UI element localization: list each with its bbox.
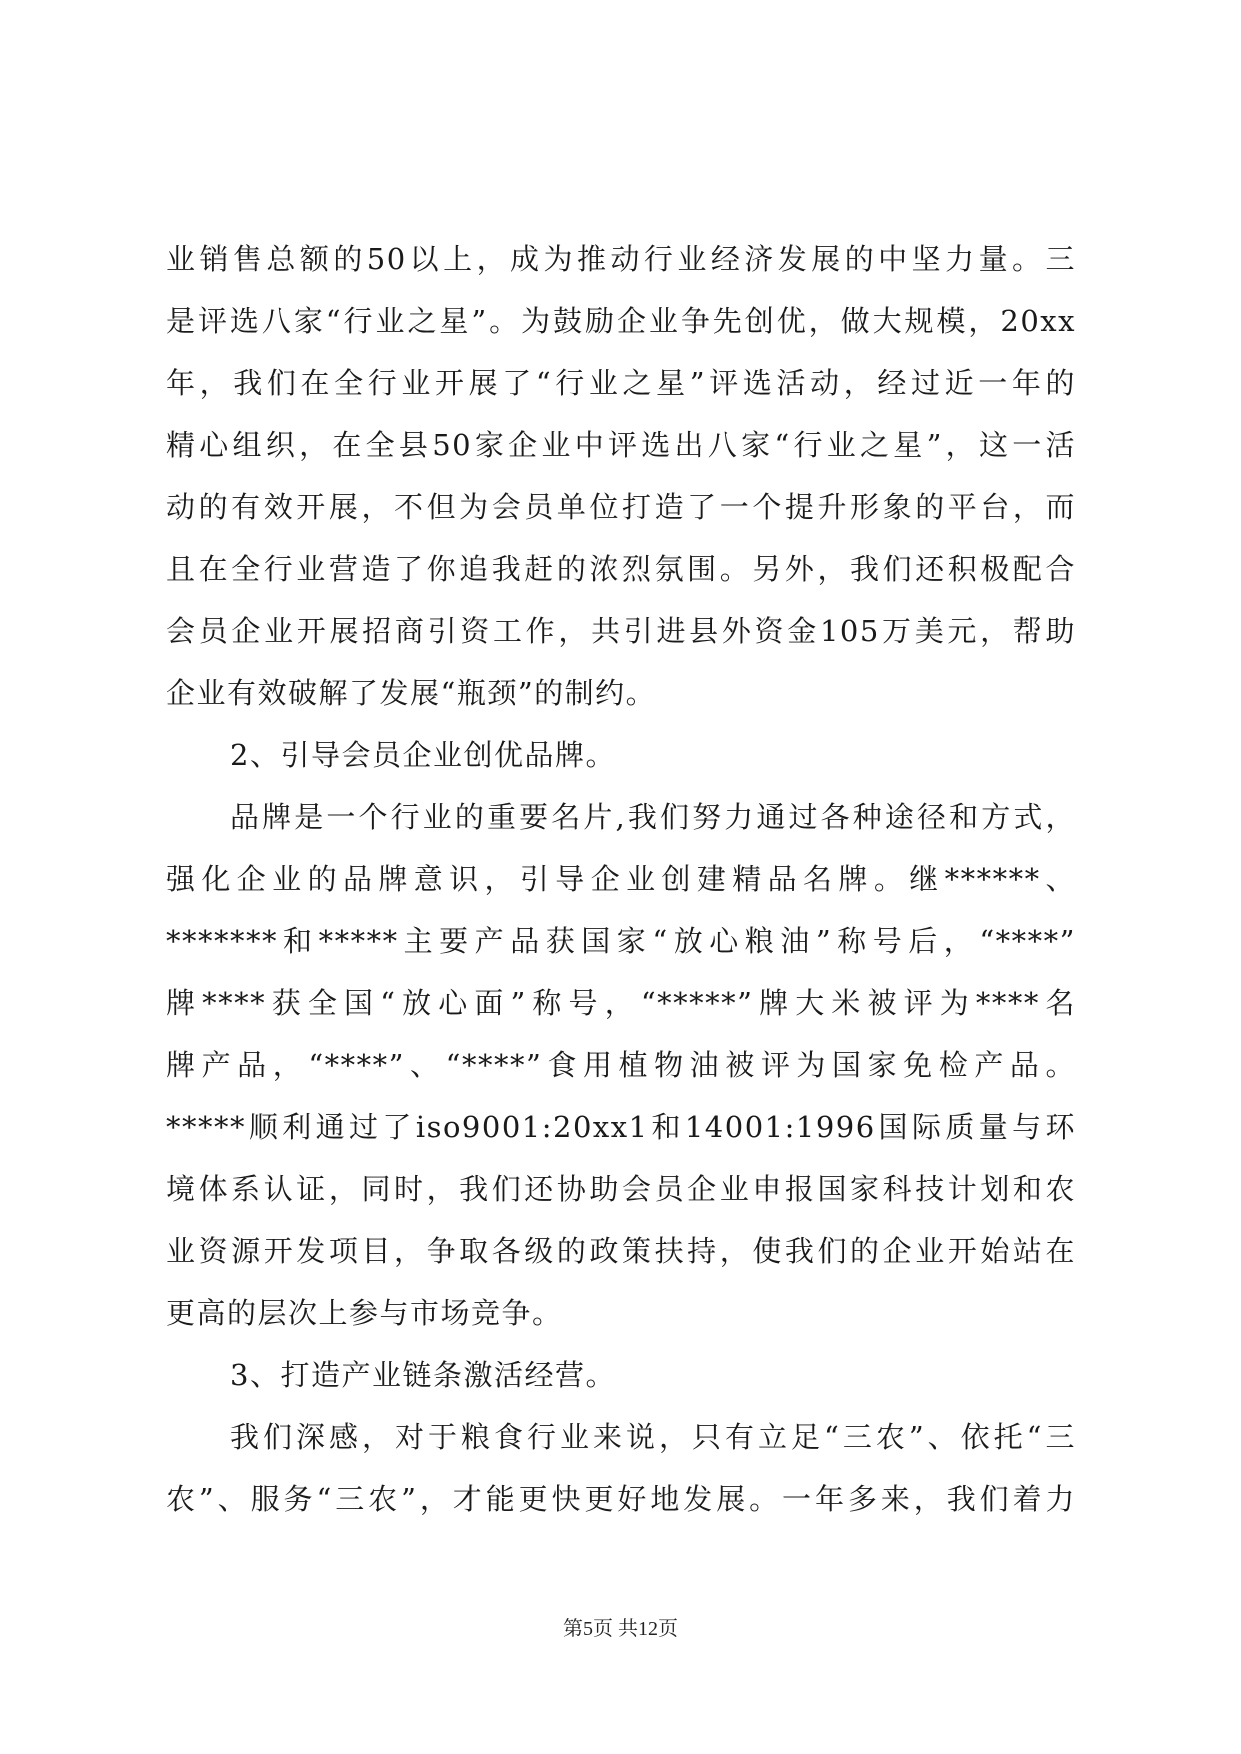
text-line: 精心组织，在全县50家企业中评选出八家“行业之星”，这一活 (166, 428, 1076, 462)
text-line: 是评选八家“行业之星”。为鼓励企业争先创优，做大规模，20xx (166, 304, 1076, 338)
section-heading: 3、打造产业链条激活经营。 (230, 1358, 616, 1392)
text-line: 境体系认证，同时，我们还协助会员企业申报国家科技计划和农 (166, 1172, 1076, 1206)
text-line: 我们深感，对于粮食行业来说，只有立足“三农”、依托“三 (230, 1420, 1076, 1454)
text-line: *******和*****主要产品获国家“放心粮油”称号后，“****” (166, 924, 1076, 958)
text-line: 业资源开发项目，争取各级的政策扶持，使我们的企业开始站在 (166, 1234, 1076, 1268)
text-line: 强化企业的品牌意识，引导企业创建精品名牌。继******、 (166, 862, 1076, 896)
text-line: 会员企业开展招商引资工作，共引进县外资金105万美元，帮助 (166, 614, 1076, 648)
text-line: 农”、服务“三农”，才能更快更好地发展。一年多来，我们着力 (166, 1482, 1076, 1516)
text-line: 企业有效破解了发展“瓶颈”的制约。 (166, 676, 657, 710)
text-line: 更高的层次上参与市场竞争。 (166, 1296, 563, 1330)
text-line: *****顺利通过了iso9001:20xx1和14001:1996国际质量与环 (166, 1110, 1076, 1144)
text-line: 年，我们在全行业开展了“行业之星”评选活动，经过近一年的 (166, 366, 1076, 400)
text-line: 牌产品，“****”、“****”食用植物油被评为国家免检产品。 (166, 1048, 1076, 1082)
page-number-footer: 第5页 共12页 (563, 1618, 678, 1640)
text-line: 牌****获全国“放心面”称号，“*****”牌大米被评为****名 (166, 986, 1076, 1020)
document-body (166, 228, 1076, 1530)
text-line: 动的有效开展，不但为会员单位打造了一个提升形象的平台，而 (166, 490, 1076, 524)
text-line: 品牌是一个行业的重要名片,我们努力通过各种途径和方式， (230, 800, 1076, 834)
section-heading: 2、引导会员企业创优品牌。 (230, 738, 616, 772)
text-line: 且在全行业营造了你追我赶的浓烈氛围。另外，我们还积极配合 (166, 552, 1076, 586)
text-line: 业销售总额的50以上，成为推动行业经济发展的中坚力量。三 (166, 242, 1076, 276)
